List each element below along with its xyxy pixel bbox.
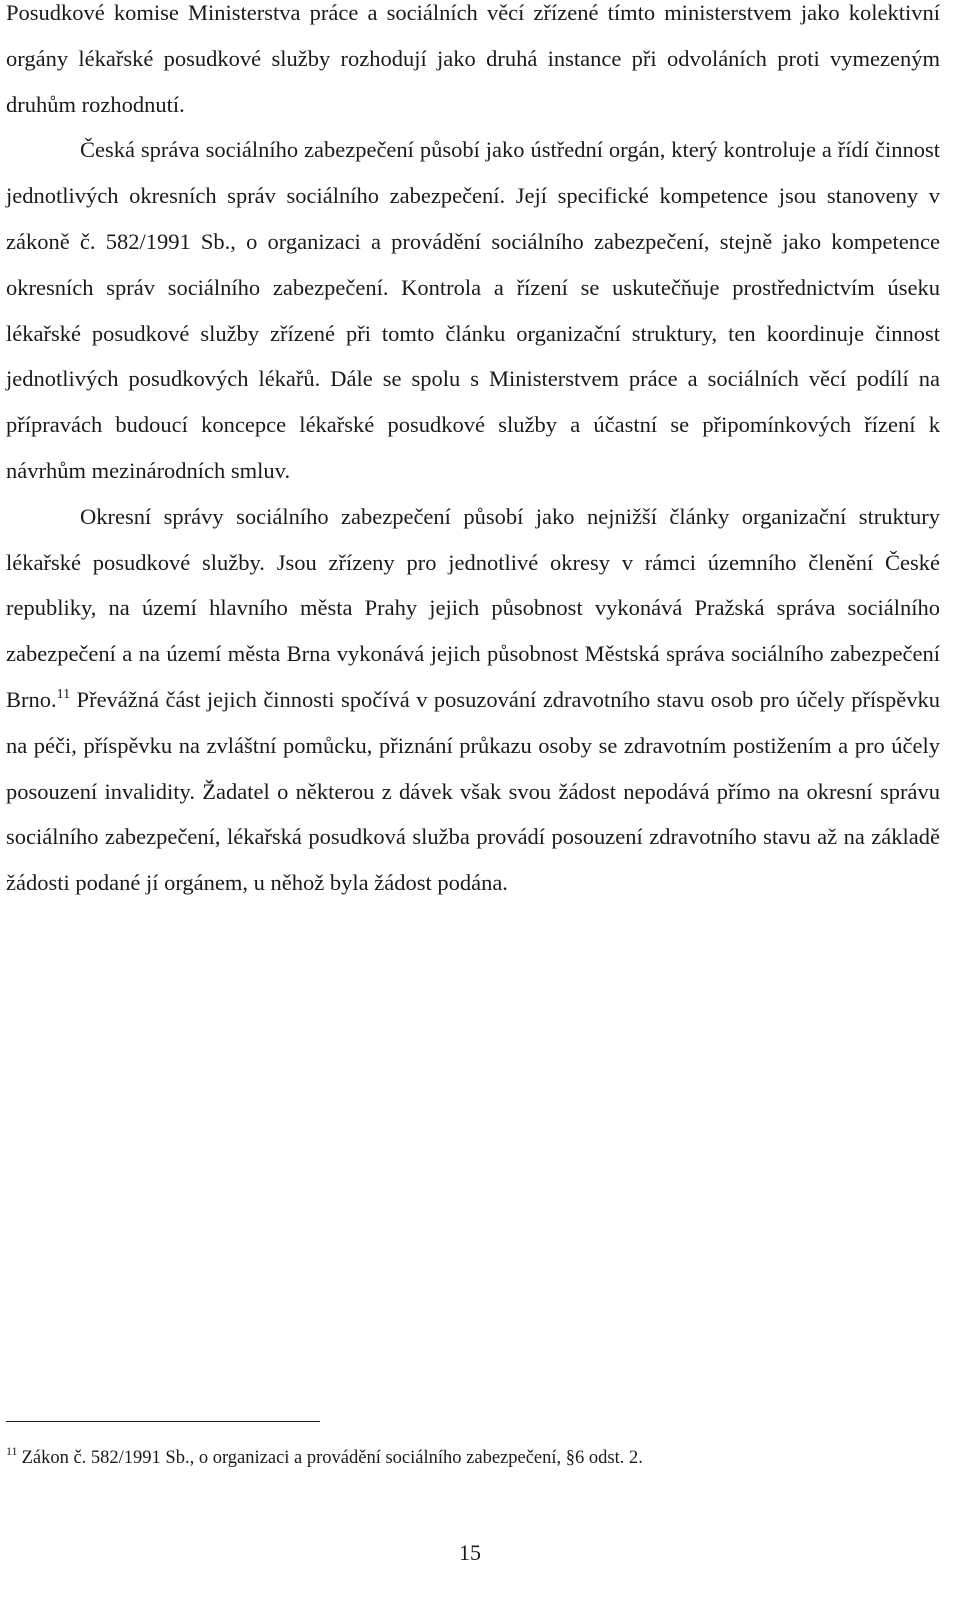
footnote-number: 11 [6, 1444, 18, 1458]
footnote-text: Zákon č. 582/1991 Sb., o organizaci a provádění sociálního zabezpečení, §6 odst. 2. [21, 1448, 643, 1468]
paragraph-text-before-note: Okresní správy sociálního zabezpečení působí jako nejnižší články organizační struktury lékařské posudkové služby. Jsou zřízeny pro jednotlivé okresy v rámci územního členění České republiky, na území hlavního města Prahy jejich působnost vykonává Pražská správa sociálního zabezpečení a na území města Brna vykonává jejich působnost Městská správa sociálního zabezpečení Brno. [6, 503, 940, 712]
page-number: 15 [459, 1540, 481, 1565]
body-text [6, 0, 940, 906]
footnote-separator [6, 1421, 320, 1422]
paragraph-okresni-spravy [6, 494, 940, 906]
footnote-reference[interactable]: 11 [56, 686, 71, 702]
paragraph-posudkove-komise: Posudkové komise Ministerstva práce a sociálních věcí zřízené tímto ministerstvem jako kolektivní orgány lékařské posudkové služby rozhodují jako druhá instance při odvoláních proti vymezeným druhům rozhodnutí. [6, 0, 940, 117]
paragraph-text-after-note: Převážná část jejich činnosti spočívá v posuzování zdravotního stavu osob pro účely příspěvku na péči, příspěvku na zvláštní pomůcku, přiznání průkazu osoby se zdravotním postižením a pro účely posouzení invalidity. Žadatel o některou z dávek však svou žádost nepodává přímo na okresní správu sociálního zabezpečení, lékařská posudková služba provádí posouzení zdravotního stavu až na základě žádosti podané jí orgánem, u něhož byla žádost podána. [6, 686, 940, 896]
footnote [6, 1446, 940, 1470]
paragraph-ceska-sprava: Česká správa sociálního zabezpečení působí jako ústřední orgán, který kontroluje a řídí činnost jednotlivých okresních správ sociálního zabezpečení. Její specifické kompetence jsou stanoveny v zákoně č. 582/1991 Sb., o organizaci a provádění sociálního zabezpečení, stejně jako kompetence okresních správ sociálního zabezpečení. Kontrola a řízení se uskutečňuje prostřednictvím úseku lékařské posudkové služby zřízené při tomto článku organizační struktury, ten koordinuje činnost jednotlivých posudkových lékařů. Dále se spolu s Ministerstvem práce a sociálních věcí podílí na přípravách budoucí koncepce lékařské posudkové služby a účastní se připomínkových řízení k návrhům mezinárodních smluv. [6, 137, 940, 483]
